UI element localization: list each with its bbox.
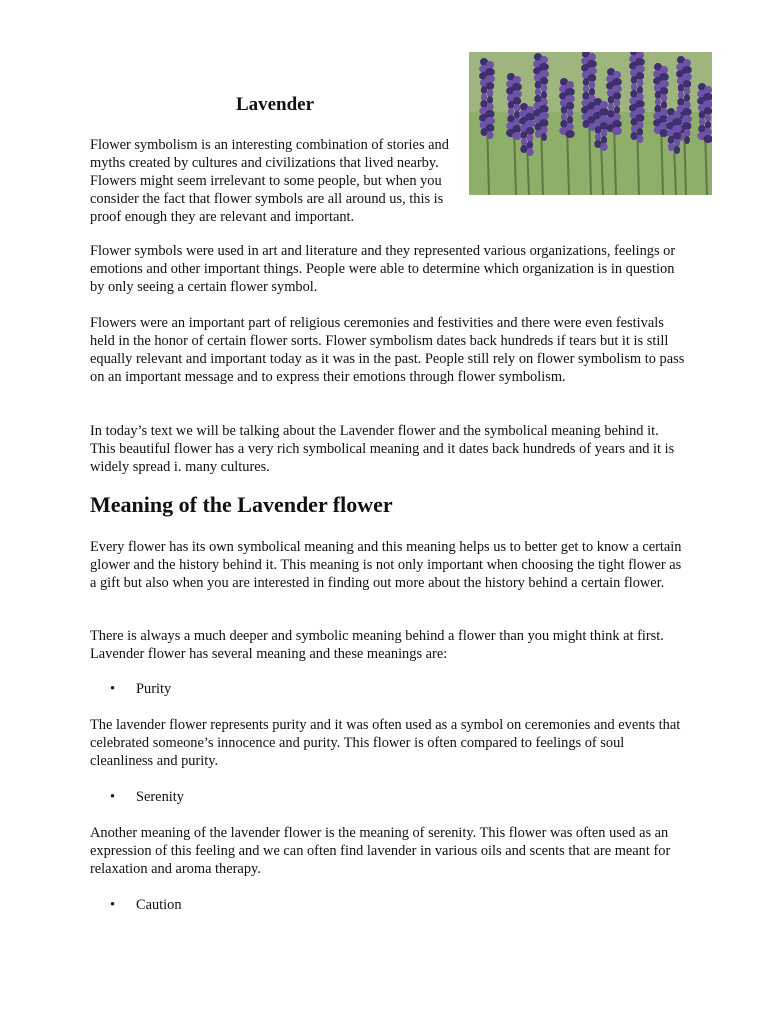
- lavender-bud: [612, 127, 622, 135]
- lavender-bud: [705, 114, 711, 122]
- lavender-bud: [514, 104, 520, 112]
- lavender-bud: [684, 87, 690, 95]
- lavender-bud: [614, 99, 620, 107]
- lavender-bud: [614, 106, 620, 114]
- lavender-bud: [527, 134, 533, 142]
- lavender-photo: [469, 52, 712, 195]
- lavender-bud: [514, 111, 520, 119]
- bullet-dot: •: [110, 681, 116, 697]
- lavender-bud: [535, 81, 541, 89]
- lavender-bud: [661, 101, 667, 109]
- intro-paragraph: Flower symbolism is an interesting combination of stories and myths created by cultures and civilizations that lived nearby. Flowers might seem irrelevant to some people, but when you consider the fact that flower symbols are all around us, this is proof enough they are relevant and important.: [90, 137, 449, 225]
- lavender-bud: [608, 103, 614, 111]
- meaning-paragraph: Every flower has its own symbolical meaning and this meaning helps us to better get to know a certain glower and the history behind it. This meaning is not only important when choosing the tight flower as a gift but also when you are interested in finding out more about the history behind a certain flower.: [90, 539, 682, 591]
- lavender-bud: [601, 136, 607, 144]
- lavender-bud: [583, 78, 589, 86]
- lavender-bud: [561, 113, 567, 121]
- lavender-bud: [678, 84, 684, 92]
- lavender-bud: [481, 128, 488, 136]
- lavender-bud: [683, 80, 691, 88]
- section-heading: Meaning of the Lavender flower: [90, 492, 393, 517]
- lavender-bud: [565, 130, 574, 138]
- lavender-bud: [631, 132, 638, 140]
- lavender-bud: [567, 116, 573, 124]
- bullet-serenity: [110, 788, 184, 806]
- lavender-bud: [526, 127, 534, 135]
- bullet-dot: •: [110, 897, 116, 913]
- deeper-meaning-paragraph: There is always a much deeper and symbolic meaning behind a flower than you might think at first. Lavender flower has several meaning and these meanings are:: [90, 628, 664, 662]
- lavender-bud: [541, 84, 547, 92]
- bullet-label: Serenity: [136, 789, 184, 805]
- lavender-bud: [487, 131, 494, 139]
- lavender-bud: [674, 146, 680, 154]
- lavender-bud: [521, 131, 527, 139]
- lavender-bud: [637, 79, 643, 87]
- lavender-bud: [674, 139, 680, 147]
- lavender-bud: [699, 111, 705, 119]
- bullet-dot: •: [110, 789, 116, 805]
- purity-paragraph: The lavender flower represents purity and it was often used as a symbol on ceremonies and events that celebrated someone’s innocence and purity. This flower is often compared to feelings of soul cleanliness and purity.: [90, 717, 681, 769]
- lavender-bud: [595, 126, 601, 134]
- lavender-bud: [668, 143, 674, 151]
- lavender-bud: [541, 126, 548, 134]
- lavender-bud: [655, 98, 661, 106]
- lavender-bud: [541, 133, 547, 141]
- lavender-bud: [540, 77, 548, 85]
- lavender-bud: [637, 135, 644, 143]
- lavender-bud: [583, 120, 590, 128]
- lavender-bud: [631, 76, 637, 84]
- today-paragraph: In today’s text we will be talking about the Lavender flower and the symbolical meaning behind it. This beautiful flower has a very rich symbolical meaning and it dates back hundreds of years and it is widely spread i. many cultures.: [90, 423, 675, 475]
- lavender-bud: [631, 125, 637, 133]
- lavender-bud: [481, 93, 487, 101]
- bullet-label: Purity: [136, 681, 172, 697]
- lavender-bud: [660, 87, 668, 95]
- lavender-bud: [636, 72, 644, 80]
- lavender-bud: [673, 132, 681, 140]
- lavender-bud: [567, 109, 573, 117]
- symbols-paragraph: Flower symbols were used in art and literature and they represented various organizations, feelings or emotions and other important things. People were able to determine which organization is in question by only seeing a certain flower symbol.: [90, 243, 676, 295]
- lavender-bud: [535, 123, 542, 131]
- lavender-bud: [583, 85, 589, 93]
- lavender-bud: [684, 129, 691, 137]
- lavender-bud: [655, 91, 661, 99]
- document-title: Lavender: [235, 94, 315, 115]
- lavender-bud: [589, 81, 595, 89]
- lavender-bud: [600, 143, 607, 151]
- lavender-bud: [661, 94, 667, 102]
- lavender-bud: [508, 101, 514, 109]
- lavender-bud: [588, 74, 596, 82]
- lavender-bud: [705, 121, 711, 129]
- lavender-bud: [600, 122, 608, 130]
- lavender-bud: [684, 94, 690, 102]
- lavender-bud: [589, 88, 595, 96]
- lavender-bud: [535, 88, 541, 96]
- lavender-bud: [631, 83, 637, 91]
- lavender-bud: [561, 106, 567, 114]
- lavender-bud: [508, 108, 514, 116]
- lavender-bud: [487, 89, 493, 97]
- lavender-bud: [566, 102, 574, 110]
- serenity-paragraph: Another meaning of the lavender flower is the meaning of serenity. This flower was often used as an expression of this feeling and we can often find lavender in various oils and scents that are meant for relaxation and aroma therapy.: [90, 825, 671, 877]
- ceremonies-paragraph: Flowers were an important part of religious ceremonies and festivities and there were even festivals held in the honor of certain flower sorts. Flower symbolism dates back hundreds if tears but it is still equally relevant and important today as it was in the past. People still rely on flower symbolism to pass on an important message and to express their emotions through flower symbolism.: [90, 315, 685, 385]
- lavender-bud: [637, 86, 643, 94]
- bullet-purity: [110, 680, 171, 698]
- lavender-bud: [535, 130, 541, 138]
- lavender-bud: [631, 118, 638, 126]
- lavender-bud: [487, 96, 493, 104]
- lavender-bud: [481, 86, 487, 94]
- lavender-bud: [541, 91, 547, 99]
- lavender-bud: [684, 136, 690, 144]
- lavender-bud: [527, 141, 533, 149]
- lavender-bud: [678, 91, 684, 99]
- lavender-bud: [595, 133, 601, 141]
- lavender-bud: [608, 96, 614, 104]
- lavender-bud: [668, 136, 674, 144]
- lavender-bud: [526, 148, 533, 156]
- lavender-bud: [637, 121, 644, 129]
- lavender-bud: [637, 128, 643, 136]
- lavender-bud: [521, 138, 527, 146]
- lavender-bud: [486, 82, 494, 90]
- lavender-bud: [699, 118, 705, 126]
- lavender-bud: [601, 129, 607, 137]
- bullet-caution: [110, 896, 182, 914]
- bullet-label: Caution: [136, 897, 182, 913]
- lavender-bud: [512, 132, 522, 140]
- lavender-bud: [513, 97, 521, 105]
- lavender-illustration: [469, 52, 712, 195]
- lavender-bud: [613, 92, 621, 100]
